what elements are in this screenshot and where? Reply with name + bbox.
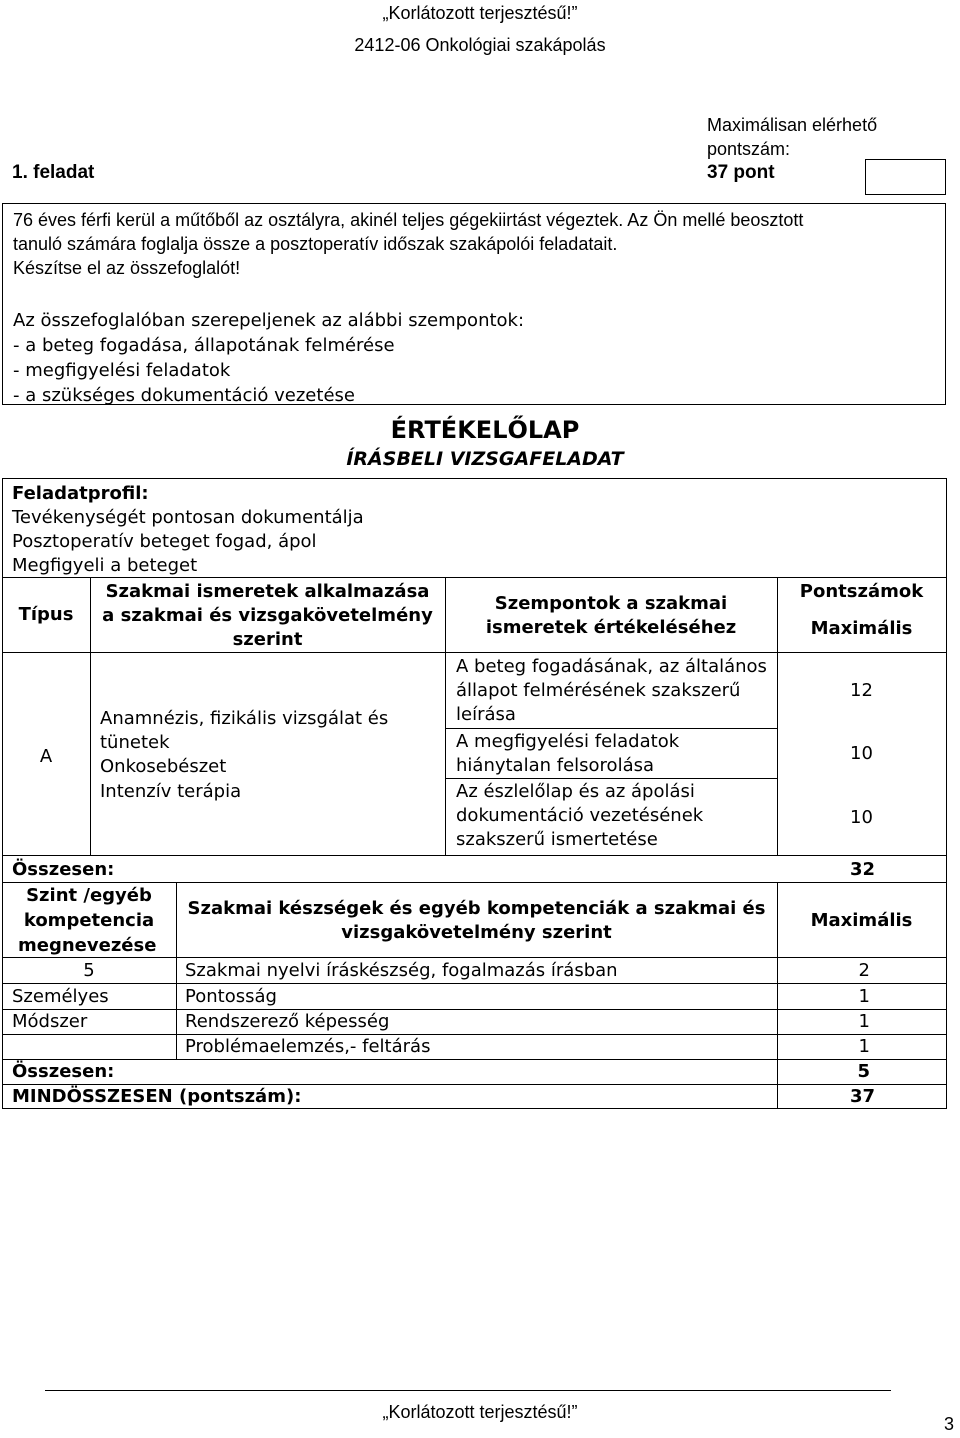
criteria-points: 12	[850, 680, 873, 701]
skill-name: Pontosság	[185, 986, 277, 1007]
score-entry-box[interactable]	[865, 159, 946, 195]
knowledge-line: Onkosebészet	[100, 756, 227, 777]
subtotal-value: 5	[857, 1061, 870, 1082]
task-line: tanuló számára foglalja össze a posztoperatív időszak szakápolói feladatait.	[13, 234, 618, 254]
subtotal-value: 32	[849, 859, 875, 880]
col-knowledge-header-3: szerint	[232, 629, 303, 650]
task-number: 1. feladat	[12, 162, 95, 183]
col-points-header: Pontszámok	[799, 581, 924, 602]
exam-code: 2412-06 Onkológiai szakápolás	[354, 35, 606, 55]
skills-header-2: vizsgakövetelmény szerint	[341, 922, 612, 943]
criteria-line: A beteg fogadásának, az általános	[456, 656, 767, 677]
profile-line: Megfigyeli a beteget	[12, 555, 198, 576]
skill-name: Szakmai nyelvi íráskészség, fogalmazás írásban	[185, 960, 618, 981]
profile-line: Posztoperatív beteget fogad, ápol	[12, 531, 317, 552]
max-label-1: Maximálisan elérhető	[707, 115, 878, 135]
task-line: - a szükséges dokumentáció vezetése	[13, 385, 355, 406]
grand-total-label: MINDÖSSZESEN (pontszám):	[12, 1086, 302, 1107]
knowledge-line: Anamnézis, fizikális vizsgálat és	[100, 708, 389, 729]
subtotal-label: Összesen:	[12, 1061, 115, 1082]
level-header-3: megnevezése	[18, 935, 157, 956]
subtotal-label: Összesen:	[12, 859, 115, 880]
skills-max-header: Maximális	[810, 910, 913, 931]
level-header-1: Szint /egyéb	[26, 885, 152, 906]
skill-level: Módszer	[12, 1011, 88, 1032]
task-line: Készítse el az összefoglalót!	[13, 258, 241, 278]
type-value: A	[39, 746, 53, 767]
col-criteria-header-1: Szempontok a szakmai	[494, 593, 728, 614]
skill-points: 2	[858, 960, 870, 981]
col-max-header: Maximális	[810, 618, 913, 639]
page-number: 3	[944, 1414, 955, 1434]
task-description	[2, 203, 946, 405]
skill-points: 1	[858, 1036, 870, 1057]
criteria-line: dokumentáció vezetésének	[456, 805, 704, 826]
task-line: 76 éves férfi kerül a műtőből az osztályra, akinél teljes gégekiirtást végeztek. Az Ön mellé beosztott	[13, 210, 804, 230]
criteria-points: 10	[850, 807, 873, 828]
max-points: 37 pont	[707, 162, 775, 183]
col-criteria-header-2: ismeretek értékeléséhez	[485, 617, 737, 638]
task-line: - a beteg fogadása, állapotának felmérése	[13, 335, 395, 356]
skills-header-1: Szakmai készségek és egyéb kompetenciák a szakmai és	[187, 898, 766, 919]
criteria-line: Az észlelőlap és az ápolási	[456, 781, 695, 802]
col-type-header: Típus	[18, 604, 74, 625]
knowledge-line: Intenzív terápia	[100, 781, 242, 802]
task-line: Az összefoglalóban szerepeljenek az alábbi szempontok:	[13, 310, 525, 331]
profile-title: Feladatprofil:	[12, 483, 149, 504]
criteria-line: állapot felmérésének szakszerű	[456, 680, 741, 701]
skill-points: 1	[858, 1011, 870, 1032]
footer-restricted-notice: „Korlátozott terjesztésű!”	[382, 1402, 578, 1422]
skill-name: Problémaelemzés,- feltárás	[185, 1036, 431, 1057]
criteria-line: leírása	[456, 704, 516, 725]
grand-total-value: 37	[849, 1086, 875, 1107]
skill-level: 5	[83, 960, 95, 981]
max-label-2: pontszám:	[707, 139, 791, 159]
skill-name: Rendszerező képesség	[185, 1011, 390, 1032]
criteria-line: hiánytalan felsorolása	[456, 755, 655, 776]
criteria-points: 10	[850, 743, 873, 764]
knowledge-line: tünetek	[100, 732, 170, 753]
skill-points: 1	[858, 986, 870, 1007]
level-header-2: kompetencia	[23, 910, 155, 931]
eval-subtitle: ÍRÁSBELI VIZSGAFELADAT	[346, 448, 624, 470]
eval-title: ÉRTÉKELŐLAP	[390, 416, 580, 444]
task-line: - megfigyelési feladatok	[13, 360, 231, 381]
col-knowledge-header-2: a szakmai és vizsgakövetelmény	[102, 605, 433, 626]
criteria-line: szakszerű ismertetése	[456, 829, 658, 850]
profile-line: Tevékenységét pontosan dokumentálja	[12, 507, 364, 528]
criteria-line: A megfigyelési feladatok	[456, 731, 680, 752]
footer-rule	[45, 1390, 891, 1391]
skill-level: Személyes	[12, 986, 109, 1007]
col-knowledge-header-1: Szakmai ismeretek alkalmazása	[105, 581, 430, 602]
restricted-notice: „Korlátozott terjesztésű!”	[382, 3, 578, 23]
